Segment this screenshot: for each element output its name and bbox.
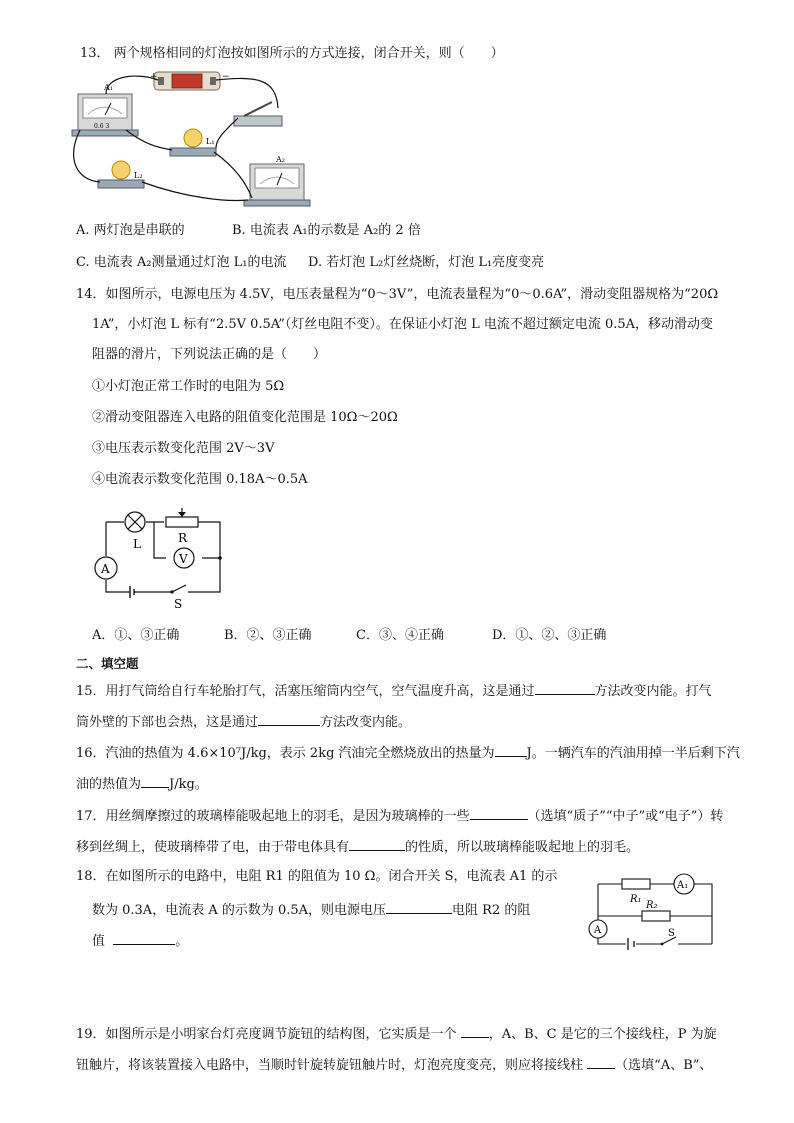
q18-text-2a: 数为 0.3A，电流表 A 的示数为 0.5A，则电源电压 — [92, 903, 387, 918]
ammeter-a-label: A — [594, 925, 602, 936]
q14-statement-2: ②滑动变阻器连入电路的阻值变化范围是 10Ω～20Ω — [92, 410, 398, 425]
q19-text-1b: ，A、B、C 是它的三个接线柱，P 为旋 — [488, 1027, 717, 1042]
ammeter-a1-label: A₁ — [677, 880, 689, 891]
q18-line-2 — [92, 899, 530, 920]
q13-option-c: C. 电流表 A₂测量通过灯泡 L₁的电流 — [76, 255, 287, 270]
q17-text-2a: 移到丝绸上，使玻璃棒带了电，由于带电体具有 — [76, 840, 350, 855]
q16-line-1 — [76, 742, 740, 763]
q18-blank-1[interactable] — [386, 899, 452, 914]
q18-text-2b: 电阻 R2 的阻 — [452, 903, 531, 918]
rheostat-r — [166, 508, 198, 545]
q15-blank-1[interactable] — [535, 680, 595, 695]
switch — [234, 102, 282, 126]
ammeter-a2-label: A₂ — [276, 155, 285, 164]
q14-line-3: 阻器的滑片，下列说法正确的是（ ） — [92, 347, 327, 362]
battery — [130, 586, 134, 598]
q18-line-1: 18．在如图所示的电路中，电阻 R1 的阻值为 10 Ω。闭合开关 S，电流表 A1 的示 — [76, 869, 558, 884]
q14-option-d: D．①、②、③正确 — [492, 628, 607, 643]
bulb-l1-label: L₁ — [206, 137, 215, 146]
q17-line-1 — [76, 805, 723, 826]
q19-blank-2[interactable] — [587, 1054, 615, 1069]
q14-line-2: 1A”，小灯泡 L 标有“2.5V 0.5A”（灯丝电阻不变）。在保证小灯泡 L 电流不超过额定电流 0.5A，移动滑动变 — [92, 317, 714, 332]
switch-s-label: S — [174, 597, 183, 611]
bulb-l2 — [98, 161, 144, 188]
lamp-l — [125, 512, 145, 551]
ammeter-a1-scale: 0.6 3 — [94, 123, 110, 130]
q14-circuit-diagram — [90, 506, 230, 612]
ammeter-a1 — [674, 874, 694, 894]
q14-statement-4: ④电流表示数变化范围 0.18A～0.5A — [92, 472, 308, 487]
q15-text-2a: 筒外壁的下部也会热，这是通过 — [76, 715, 259, 730]
ammeter-a-label: A — [101, 562, 110, 576]
bulb-l2-label: L₂ — [134, 171, 143, 180]
q16-text-1b: J。一辆汽车的汽油用掉一半后剩下汽 — [526, 746, 740, 761]
q18-blank-2[interactable] — [113, 930, 175, 945]
rheostat-r-label: R — [178, 531, 188, 545]
q19-line-2 — [76, 1054, 712, 1075]
q17-text-1a: 17．用丝绸摩擦过的玻璃棒能吸起地上的羽毛，是因为玻璃棒的一些 — [76, 809, 470, 824]
q19-text-1a: 19．如图所示是小明家台灯亮度调节旋钮的结构图，它实质是一个 — [76, 1027, 457, 1042]
resistor-r1-label: R₁ — [630, 894, 642, 905]
q19-line-1 — [76, 1023, 717, 1044]
ammeter-a1-label: A₁ — [104, 83, 113, 92]
q19-text-2b: （选填“A、B”、 — [615, 1058, 713, 1073]
q17-text-2b: 的性质，所以玻璃棒能吸起地上的羽毛。 — [405, 840, 640, 855]
q15-blank-2[interactable] — [258, 711, 320, 726]
q13-stem: 13． 两个规格相同的灯泡按如图所示的方式连接，闭合开关，则（ ） — [80, 46, 504, 61]
bulb-l1 — [170, 129, 216, 156]
resistor-r2-label: R₂ — [646, 900, 658, 911]
q14-option-a: A．①、③正确 — [92, 628, 180, 643]
q18-circuit-diagram — [586, 870, 720, 954]
q15-line-2 — [76, 711, 411, 732]
q17-blank-2[interactable] — [349, 836, 405, 851]
q18-text-3b: 。 — [175, 934, 189, 949]
q15-text-1b: 方法改变内能。打气 — [594, 684, 712, 699]
q19-text-2a: 钮触片，将该装置接入电路中，当顺时针旋转旋钮触片时，灯泡亮度变亮，则应将接线柱 — [76, 1058, 584, 1073]
q16-text-1a: 16．汽油的热值为 4.6×10⁷J/kg，表示 2kg 汽油完全燃烧放出的热量为 — [76, 746, 495, 761]
q16-text-2b: J/kg。 — [169, 777, 208, 792]
battery — [628, 938, 634, 950]
q14-statement-3: ③电压表示数变化范围 2V～3V — [92, 441, 275, 456]
q18-text-3a: 值 — [92, 934, 106, 949]
q16-text-2a: 油的热值为 — [76, 777, 142, 792]
q16-line-2 — [76, 773, 208, 794]
q17-line-2 — [76, 836, 639, 857]
q13-circuit-figure — [66, 68, 326, 208]
voltmeter-v-label: V — [179, 552, 188, 566]
q17-text-1b: （选填“质子”“中子”或“电子”）转 — [527, 809, 724, 824]
ammeter-a2 — [244, 155, 310, 206]
q17-blank-1[interactable] — [470, 805, 528, 820]
q16-blank-1[interactable] — [495, 742, 527, 757]
battery-plus-label: + — [150, 72, 158, 82]
section-heading: 二、填空题 — [76, 656, 139, 671]
voltmeter-v — [174, 548, 194, 568]
q15-text-2b: 方法改变内能。 — [320, 715, 412, 730]
switch-s — [661, 928, 676, 945]
q14-line-1: 14．如图所示，电源电压为 4.5V，电压表量程为“0～3V”，电流表量程为“0～0.6A”，滑动变阻器规格为“20Ω — [76, 287, 719, 302]
ammeter-a — [589, 920, 607, 938]
ammeter-a1 — [72, 83, 138, 136]
q14-option-b: B．②、③正确 — [224, 628, 312, 643]
battery-minus-label: − — [222, 72, 230, 82]
lamp-l-label: L — [133, 537, 141, 551]
q13-option-d: D. 若灯泡 L₂灯丝烧断，灯泡 L₁亮度变亮 — [308, 255, 545, 270]
q15-text-1a: 15．用打气筒给自行车轮胎打气，活塞压缩筒内空气，空气温度升高，这是通过 — [76, 684, 535, 699]
q14-option-c: C．③、④正确 — [356, 628, 444, 643]
ammeter-a — [95, 557, 117, 579]
q13-option-b: B. 电流表 A₁的示数是 A₂的 2 倍 — [232, 223, 421, 238]
q13-option-a: A. 两灯泡是串联的 — [76, 223, 185, 238]
q14-statement-1: ①小灯泡正常工作时的电阻为 5Ω — [92, 379, 285, 394]
q16-blank-2[interactable] — [141, 773, 169, 788]
q18-line-3 — [92, 930, 188, 951]
switch-s — [170, 585, 186, 611]
q15-line-1 — [76, 680, 712, 701]
q19-blank-1[interactable] — [461, 1023, 489, 1038]
switch-s-label: S — [668, 928, 675, 939]
resistor-r2 — [642, 900, 670, 921]
